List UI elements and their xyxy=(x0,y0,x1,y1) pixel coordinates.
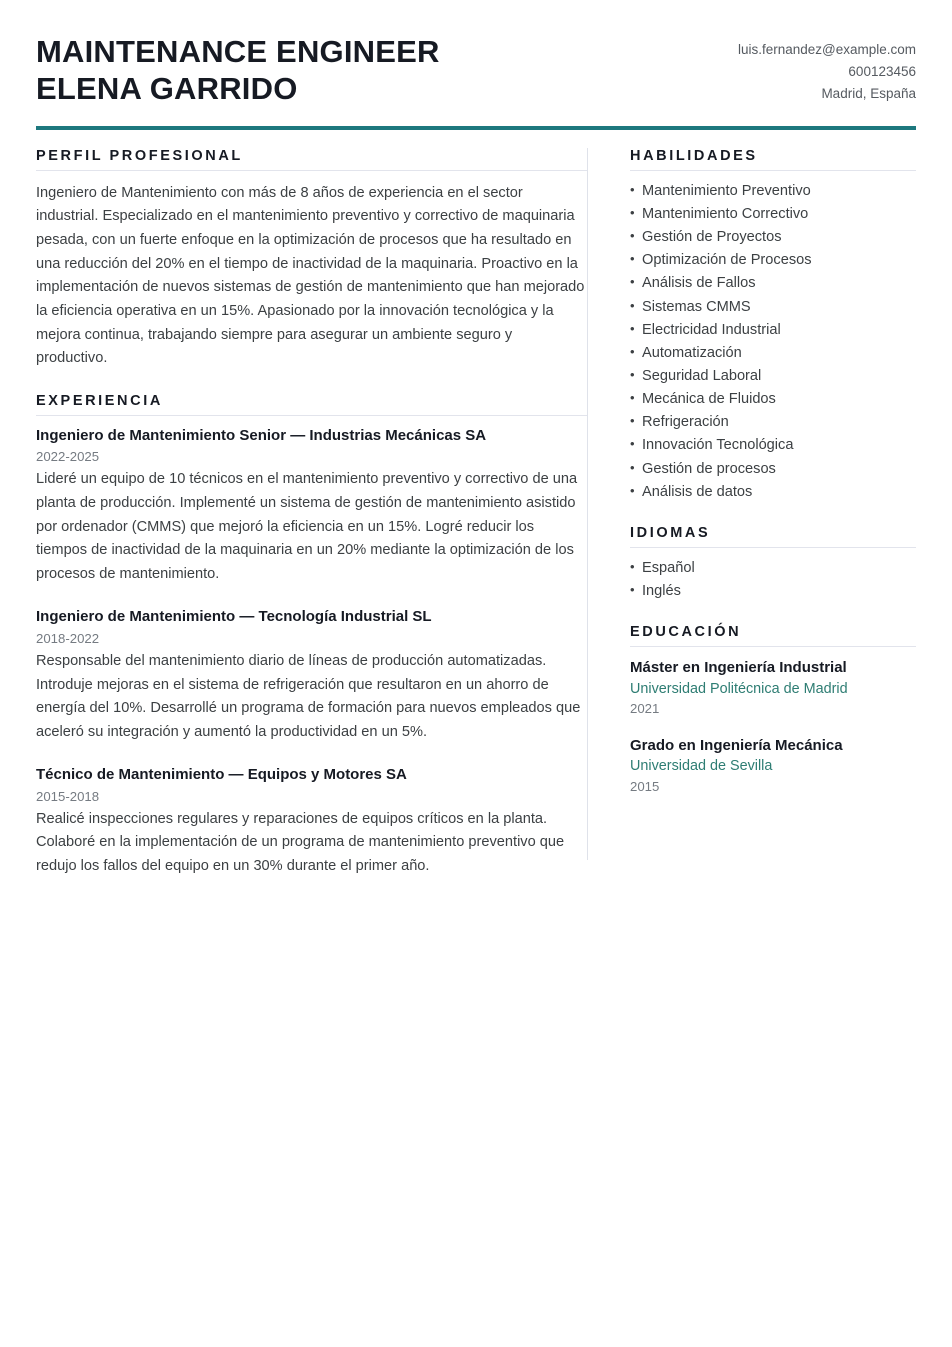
experience-description: Responsable del mantenimiento diario de líneas de producción automatizadas. Introduje mejoras en el sistema de refrigeración que resultaron en un ahorro de energía del 10%. Desarrollé un programa de formación para nuevos empleados que aceleró su integración y aumentó la productividad en un 5%. xyxy=(36,652,581,740)
education-year: 2015 xyxy=(630,778,660,794)
list-item: • Electricidad Industrial xyxy=(630,320,916,341)
list-item: • Gestión de procesos xyxy=(630,459,916,480)
education-year: 2021 xyxy=(630,700,660,716)
contact-phone[interactable]: 600123456 xyxy=(848,63,916,79)
skills-list xyxy=(630,181,916,503)
experience-title: Técnico de Mantenimiento — Equipos y Motores SA xyxy=(36,766,407,784)
education-item xyxy=(630,736,916,796)
experience-item xyxy=(36,426,587,587)
list-item: • Optimización de Procesos xyxy=(630,250,916,271)
experience-description: Lideré un equipo de 10 técnicos en el mantenimiento preventivo y correctivo de una planta de producción. Implementé un sistema de gestión de mantenimiento asistido por ordenador (CMMS) que mejoró la eficiencia en un 15%. Logré reducir los tiempos de inactividad de la maquinaria en un 20% mediante la optimización de los procesos de mantenimiento. xyxy=(36,471,578,582)
list-item: • Inglés xyxy=(630,581,916,602)
experience-item xyxy=(36,765,587,878)
education-degree: Máster en Ingeniería Industrial xyxy=(630,659,847,677)
experience-dates: 2022-2025 xyxy=(36,449,100,465)
education-school: Universidad Politécnica de Madrid xyxy=(630,680,848,697)
list-item: • Innovación Tecnológica xyxy=(630,435,916,456)
education-list xyxy=(630,658,916,796)
experience-list xyxy=(36,426,587,879)
list-item: • Gestión de Proyectos xyxy=(630,227,916,248)
sidebar-column xyxy=(588,148,916,881)
education-item xyxy=(630,658,916,718)
profile-heading: PERFIL PROFESIONAL xyxy=(36,148,587,171)
candidate-name-line: ELENA GARRIDO xyxy=(36,70,298,106)
section-profile xyxy=(36,148,587,371)
header-accent-rule xyxy=(36,126,916,130)
header-name-block xyxy=(36,34,738,108)
list-item: • Automatización xyxy=(630,343,916,364)
resume-header xyxy=(36,34,916,108)
list-item: • Sistemas CMMS xyxy=(630,297,916,318)
main-column xyxy=(36,148,587,881)
resume-body xyxy=(36,148,916,881)
experience-description: Realicé inspecciones regulares y reparaciones de equipos críticos en la planta. Colaboré en la implementación de un programa de mantenimiento preventivo que redujo los fallos del equipo en un 30% durante el primer año. xyxy=(36,810,565,875)
section-languages xyxy=(630,525,916,602)
experience-title: Ingeniero de Mantenimiento — Tecnología Industrial SL xyxy=(36,608,432,626)
list-item: • Refrigeración xyxy=(630,412,916,433)
section-experience xyxy=(36,393,587,879)
experience-item xyxy=(36,607,587,744)
list-item: • Español xyxy=(630,558,916,579)
experience-heading: EXPERIENCIA xyxy=(36,393,587,416)
list-item: • Mantenimiento Preventivo xyxy=(630,181,916,202)
contact-block xyxy=(738,34,916,105)
list-item: • Mecánica de Fluidos xyxy=(630,389,916,410)
job-title-line: MAINTENANCE ENGINEER xyxy=(36,34,440,69)
education-degree: Grado en Ingeniería Mecánica xyxy=(630,737,843,755)
experience-title: Ingeniero de Mantenimiento Senior — Industrias Mecánicas SA xyxy=(36,426,487,444)
section-skills xyxy=(630,148,916,503)
education-heading: EDUCACIÓN xyxy=(630,624,916,647)
contact-email[interactable]: luis.fernandez@example.com xyxy=(737,42,916,57)
education-school: Universidad de Sevilla xyxy=(630,758,773,775)
languages-heading: IDIOMAS xyxy=(630,525,916,548)
list-item: • Seguridad Laboral xyxy=(630,366,916,387)
profile-text: Ingeniero de Mantenimiento con más de 8 años de experiencia en el sector industrial. Especializado en el mantenimiento preventivo y correctivo de maquinaria pesada, con un fuerte enfoque en la optimización de procesos que ha resultado en una reducción del 20% en el tiempo de inactividad de la maquinaria. Proactivo en la implementación de nuevos sistemas de gestión de mantenimiento que han mejorado la eficiencia operativa en un 15%. Apasionado por la innovación tecnológica y la mejora continua, trabajando siempre para asegurar un ambiente seguro y productivo. xyxy=(36,184,585,367)
list-item: • Análisis de datos xyxy=(630,482,916,503)
list-item: • Análisis de Fallos xyxy=(630,273,916,294)
contact-location: Madrid, España xyxy=(821,85,916,101)
skills-heading: HABILIDADES xyxy=(630,148,916,171)
list-item: • Mantenimiento Correctivo xyxy=(630,204,916,225)
languages-list xyxy=(630,558,916,602)
section-education xyxy=(630,624,916,796)
experience-dates: 2018-2022 xyxy=(36,630,100,646)
experience-dates: 2015-2018 xyxy=(36,788,100,804)
